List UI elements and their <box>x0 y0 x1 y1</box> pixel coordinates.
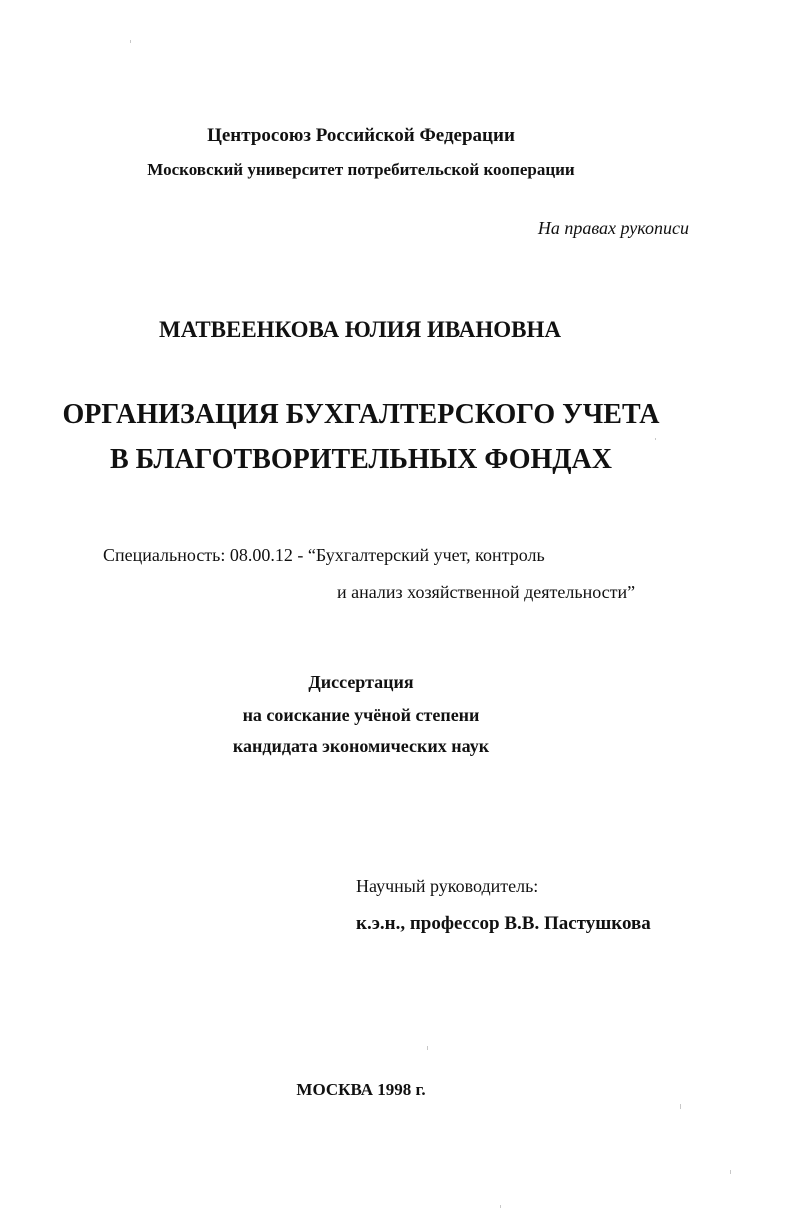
author-name: МАТВЕЕНКОВА ЮЛИЯ ИВАНОВНА <box>159 317 561 342</box>
supervisor-label: Научный руководитель: <box>356 876 539 896</box>
scan-speck <box>130 40 131 43</box>
specialty-line-2: и анализ хозяйственной деятельности” <box>337 582 636 602</box>
scan-speck <box>680 1104 681 1109</box>
degree-line-2: кандидата экономических наук <box>232 736 490 756</box>
organization-name: Центросоюз Российской Федерации <box>207 125 515 146</box>
scan-speck <box>730 1170 731 1174</box>
city-year: МОСКВА 1998 г. <box>296 1080 426 1099</box>
degree-line-1: на соискание учёной степени <box>242 705 480 725</box>
supervisor-name: к.э.н., профессор В.В. Пастушкова <box>356 913 651 934</box>
manuscript-note: На правах рукописи <box>537 218 689 238</box>
dissertation-title-line-2: В БЛАГОТВОРИТЕЛЬНЫХ ФОНДАХ <box>110 444 612 475</box>
dissertation-label: Диссертация <box>308 672 414 692</box>
specialty-line-1: Специальность: 08.00.12 - “Бухгалтерский учет, контроль <box>103 545 545 565</box>
scan-speck <box>655 438 656 440</box>
scan-speck <box>500 1205 501 1208</box>
scan-speck <box>427 1046 428 1050</box>
dissertation-title-line-1: ОРГАНИЗАЦИЯ БУХГАЛТЕРСКОГО УЧЕТА <box>62 399 660 430</box>
university-name: Московский университет потребительской кооперации <box>147 160 575 179</box>
